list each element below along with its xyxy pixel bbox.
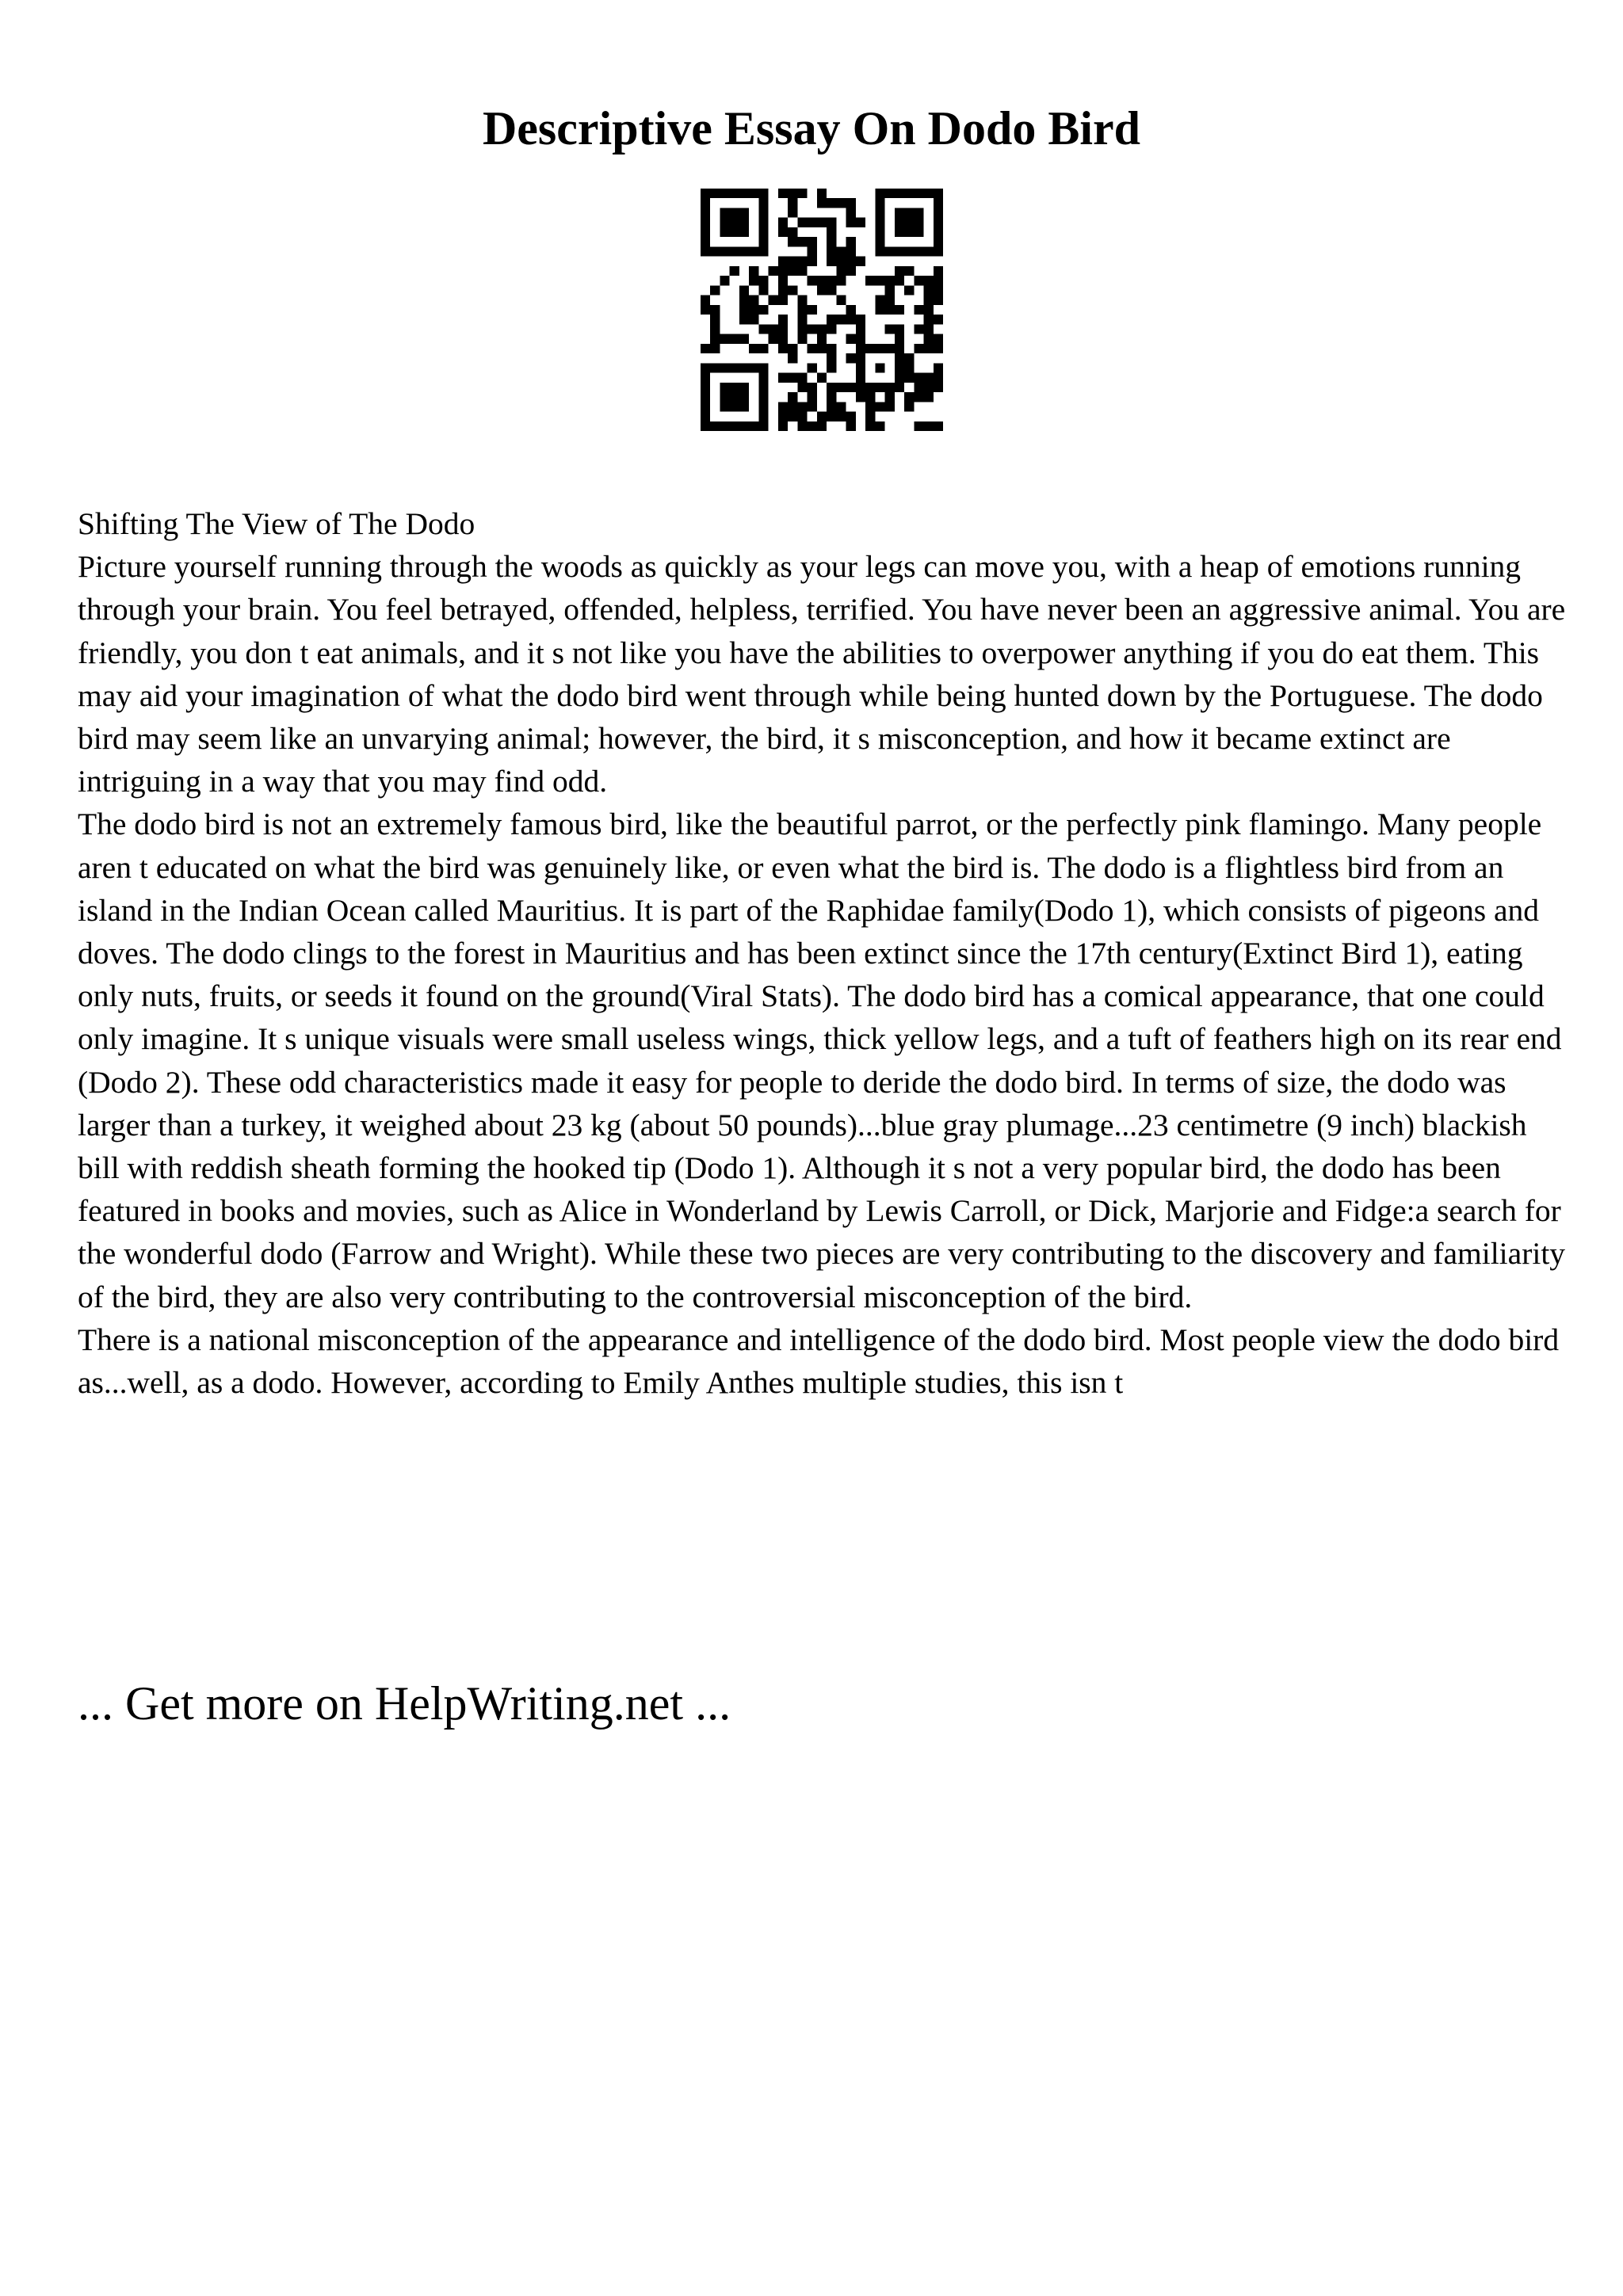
get-more-link[interactable]: ... Get more on HelpWriting.net ...: [78, 1677, 731, 1730]
page-title: Descriptive Essay On Dodo Bird: [482, 102, 1141, 154]
qr-code-icon: [701, 189, 943, 431]
essay-paragraph-1: Picture yourself running through the woods as quickly as your legs can move you, with a heap of emotions running through your brain. You feel betrayed, offended, helpless, terrified. You have never been an aggressive animal. You are friendly, you don t eat animals, and it s not like you have the abilities to overpower anything if you do eat them. This may aid your imagination of what the dodo bird went through while being hunted down by the Portuguese. The dodo bird may seem like an unvarying animal; however, the bird, it s misconception, and how it became extinct are intriguing in a way that you may find odd.: [78, 549, 1566, 799]
essay-paragraph-2: The dodo bird is not an extremely famous bird, like the beautiful parrot, or the perfectly pink flamingo. Many people aren t educated on what the bird was genuinely like, or even what the bird is. The dodo is a flightless bird from an island in the Indian Ocean called Mauritius. It is part of the Raphidae family(Dodo 1), which consists of pigeons and doves. The dodo clings to the forest in Mauritius and has been extinct since the 17th century(Extinct Bird 1), eating only nuts, fruits, or seeds it found on the ground(Viral Stats). The dodo bird has a comical appearance, that one could only imagine. It s unique visuals were small useless wings, thick yellow legs, and a tuft of feathers high on its rear end (Dodo 2). These odd characteristics made it easy for people to deride the dodo bird. In terms of size, the dodo was larger than a turkey, it weighed about 23 kg (about 50 pounds)...blue gray plumage...23 centimetre (9 inch) blackish bill with reddish sheath forming the hooked tip (Dodo 1). Although it s not a very popular bird, the dodo has been featured in books and movies, such as Alice in Wonderland by Lewis Carroll, or Dick, Marjorie and Fidge:a search for the wonderful dodo (Farrow and Wright). While these two pieces are very contributing to the discovery and familiarity of the bird, they are also very contributing to the controversial misconception of the bird.: [78, 807, 1566, 1314]
essay-body: [78, 502, 1568, 1404]
essay-paragraph-3: There is a national misconception of the appearance and intelligence of the dodo bird. Most people view the dodo bird as...well, as a dodo. However, according to Emily Anthes multiple studies, this isn t: [78, 1322, 1560, 1401]
essay-subtitle: Shifting The View of The Dodo: [78, 506, 475, 541]
